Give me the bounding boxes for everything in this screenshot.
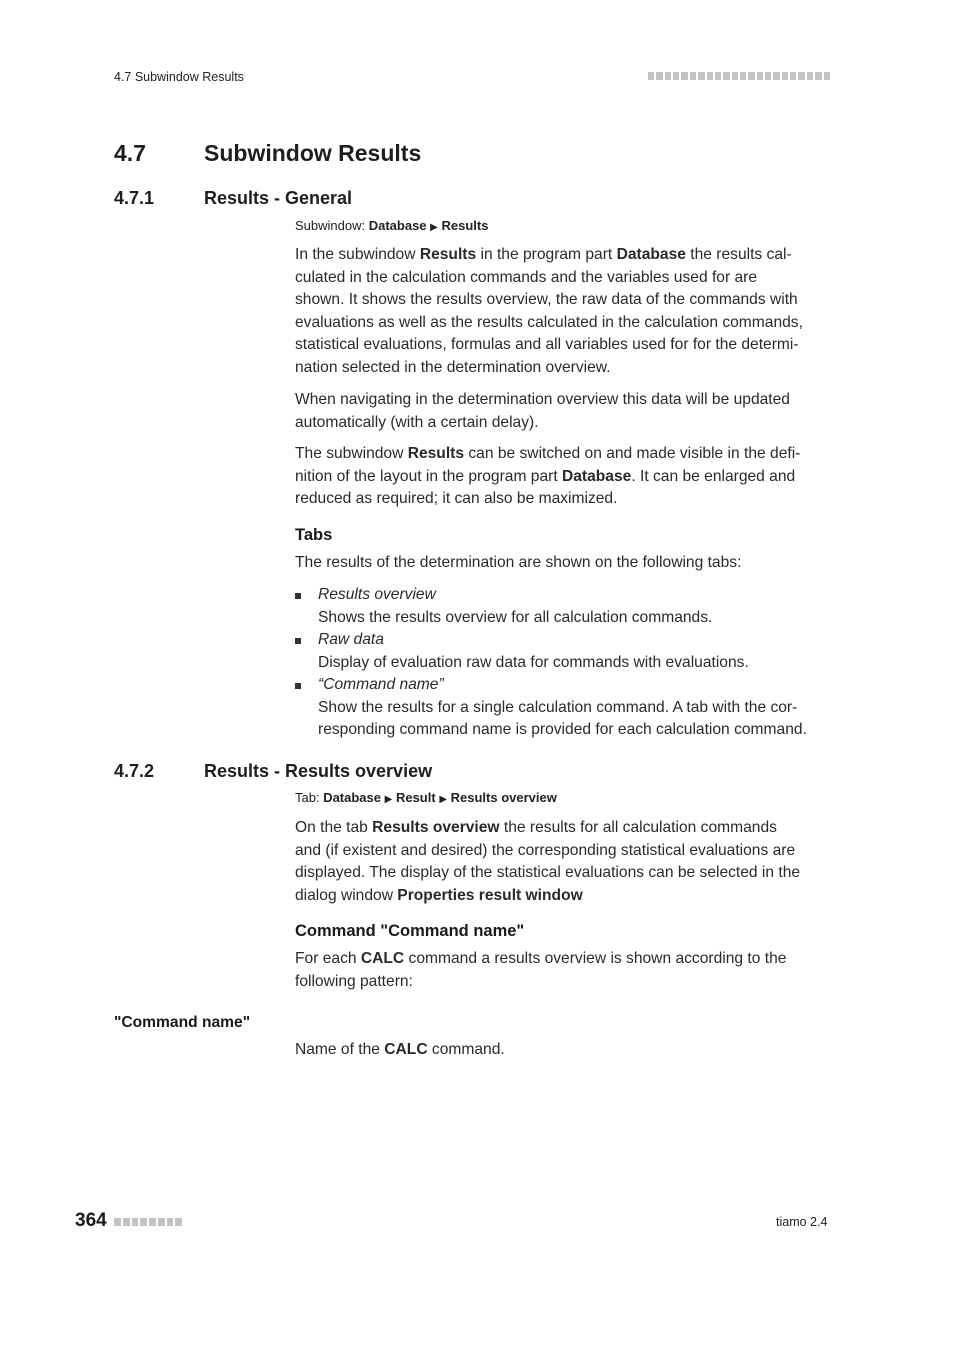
paragraph: When navigating in the determination overview this data will be updated automatically (with a certain delay). xyxy=(295,391,790,431)
list-item-title: Results overview xyxy=(318,586,436,603)
path-prefix: Subwindow: xyxy=(295,218,369,233)
paragraph: For each CALC command a results overview is shown according to the following pattern: xyxy=(295,950,787,990)
path-arrow-icon: ▶ xyxy=(439,794,448,805)
path-item: Result xyxy=(395,790,436,805)
path-arrow-icon: ▶ xyxy=(430,222,438,233)
subsection-title-general xyxy=(114,188,352,209)
subsection-number: 4.7.1 xyxy=(114,188,155,208)
navigation-path xyxy=(295,218,488,233)
product-name: tiamo 2.4 xyxy=(776,1215,828,1229)
list-item-desc: Show the results for a single calculation command. A tab with the cor- xyxy=(318,698,798,716)
bullet-icon xyxy=(295,638,301,644)
tabs-heading: Tabs xyxy=(295,526,333,544)
command-heading: Command "Command name" xyxy=(295,922,525,940)
list-item-desc: responding command name is provided for each calculation command. xyxy=(318,721,807,739)
running-header-section: 4.7 Subwindow Results xyxy=(114,70,244,84)
subsection-title-text: Results - Results overview xyxy=(204,761,433,781)
navigation-path xyxy=(295,790,557,805)
path-item: Database xyxy=(368,218,427,233)
list-item xyxy=(295,674,835,742)
subsection-number: 4.7.2 xyxy=(114,761,155,781)
bullet-icon xyxy=(295,593,301,599)
tabs-intro: The results of the determination are shown on the following tabs: xyxy=(295,554,742,571)
list-item-title: “Command name” xyxy=(318,676,444,693)
paragraph: The subwindow Results can be switched on and made visible in the defi- nition of the layout in the program part Database. It can be enlarged and reduced as required; it can also be maximized. xyxy=(295,445,801,508)
section-number: 4.7 xyxy=(114,140,146,166)
section-title-text: Subwindow Results xyxy=(204,140,422,166)
list-item xyxy=(295,584,835,629)
paragraph: In the subwindow Results in the program part Database the results cal- culated in the calculation commands and the variables used for are shown. It shows the results overview, the raw data of the commands with evaluations as well as the results calculated in the calculation commands, statistical evaluations, formulas and all variables used for for the determi- nation selected in the determination overview. xyxy=(295,246,803,376)
path-item: Results overview xyxy=(450,790,557,805)
bullet-icon xyxy=(295,683,301,689)
subsection-title-text: Results - General xyxy=(204,188,353,208)
list-item-title: Raw data xyxy=(318,631,384,648)
path-arrow-icon: ▶ xyxy=(384,794,393,805)
path-item: Database xyxy=(323,790,381,805)
definition-term: "Command name" xyxy=(114,1014,251,1031)
list-item xyxy=(295,629,835,674)
list-item-desc: Shows the results overview for all calculation commands. xyxy=(318,608,713,626)
list-item-desc: Display of evaluation raw data for commands with evaluations. xyxy=(318,653,749,671)
page-number: 364 xyxy=(75,1210,107,1231)
footer-decoration-squares xyxy=(114,1218,182,1226)
path-prefix: Tab: xyxy=(295,790,324,805)
paragraph: On the tab Results overview the results for all calculation commands and (if existent and desired) the corresponding statistical evaluations are displayed. The display of the statistical evaluations can be selected in the dialog window Properties result window xyxy=(295,819,801,904)
subsection-title-overview xyxy=(114,761,432,782)
header-decoration-squares xyxy=(648,72,830,80)
path-item: Results xyxy=(441,218,489,233)
definition-description: Name of the CALC command. xyxy=(295,1041,505,1058)
section-title xyxy=(114,140,421,167)
